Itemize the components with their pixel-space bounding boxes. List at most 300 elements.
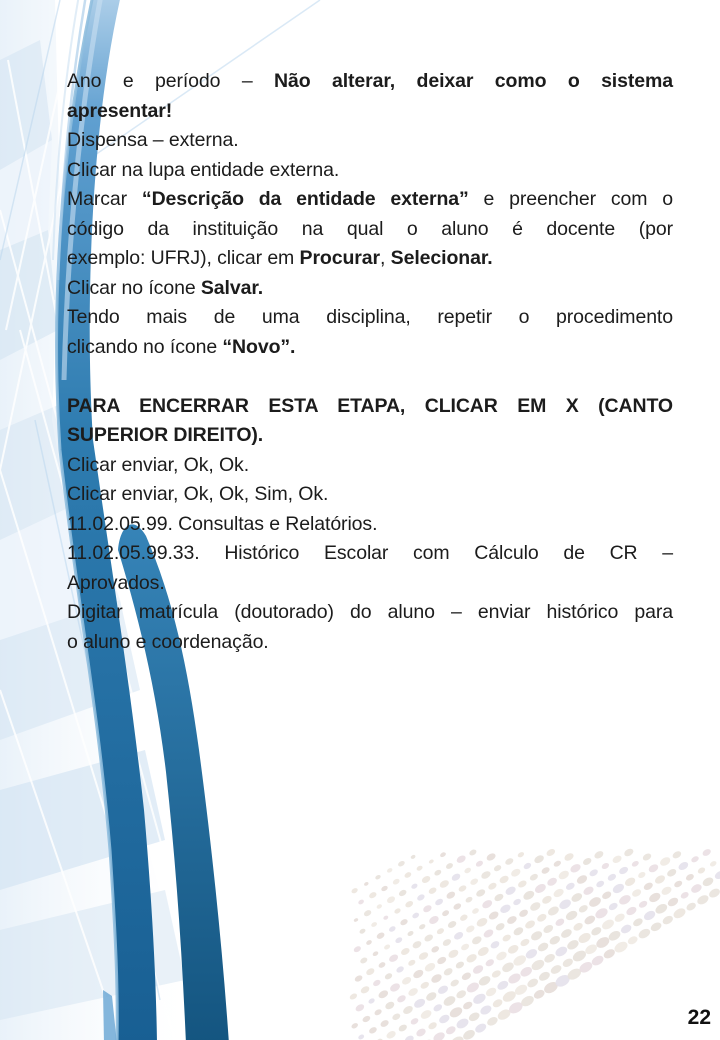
halftone-dot (690, 882, 703, 894)
halftone-dot (613, 940, 630, 955)
halftone-dot (685, 901, 697, 912)
halftone-dot (400, 947, 411, 957)
halftone-dot (465, 981, 481, 995)
halftone-dot (519, 937, 531, 947)
halftone-dot (660, 885, 673, 897)
halftone-dot (546, 876, 559, 887)
halftone-dot (649, 921, 663, 933)
halftone-dot (594, 906, 610, 920)
halftone-dot (552, 887, 565, 899)
halftone-dot (353, 917, 359, 922)
halftone-dot (419, 980, 430, 990)
halftone-dot (495, 950, 508, 962)
halftone-dot (487, 881, 498, 891)
halftone-dot (377, 989, 389, 1000)
halftone-dot (572, 921, 584, 932)
halftone-dot (404, 1034, 415, 1040)
halftone-dot (416, 893, 426, 902)
text-line: Digitar matrícula (doutorado) do aluno – enviar histórico para (67, 601, 673, 623)
text-line: SUPERIOR DIREITO). (67, 424, 264, 446)
halftone-dot (677, 860, 690, 871)
halftone-dot (476, 945, 490, 958)
halftone-dot (407, 987, 419, 998)
halftone-dot (428, 914, 440, 925)
halftone-dot (554, 917, 565, 927)
halftone-dot (523, 862, 533, 871)
halftone-dot (569, 862, 582, 874)
halftone-dot (611, 882, 625, 895)
halftone-dot (462, 1000, 474, 1011)
halftone-dot (368, 997, 376, 1004)
halftone-dot (395, 965, 405, 974)
halftone-dot (353, 945, 362, 953)
halftone-dot (370, 921, 377, 928)
halftone-dot (583, 914, 597, 926)
text-line: Dispensa – externa. (67, 129, 239, 151)
halftone-dot (632, 917, 644, 928)
text-line: o aluno e coordenação. (67, 630, 269, 653)
halftone-dot (422, 904, 433, 914)
halftone-dot (393, 907, 401, 914)
halftone-dot (461, 971, 473, 982)
halftone-dot (661, 914, 674, 926)
halftone-dot (536, 941, 549, 953)
halftone-dot (517, 851, 525, 858)
halftone-dot (484, 986, 497, 998)
halftone-dot (410, 854, 416, 860)
halftone-dot (647, 863, 659, 874)
halftone-dot (475, 916, 489, 928)
halftone-dot (522, 889, 536, 902)
halftone-dot (383, 915, 389, 921)
halftone-dot (545, 848, 556, 858)
halftone-dot (430, 945, 440, 954)
halftone-dot (495, 922, 506, 932)
halftone-dot (423, 961, 436, 973)
halftone-dot (564, 909, 579, 922)
halftone-dot (642, 909, 656, 922)
halftone-dot (372, 979, 382, 988)
halftone-dot (350, 1022, 358, 1030)
halftone-dot (701, 876, 715, 888)
halftone-dot (392, 878, 401, 886)
halftone-dot (396, 994, 407, 1004)
halftone-dot (491, 969, 503, 979)
halftone-dot (690, 855, 700, 864)
halftone-dot (713, 869, 720, 880)
halftone-dot (666, 896, 679, 908)
halftone-dot (434, 897, 444, 906)
halftone-dot (498, 874, 510, 885)
halftone-dot (549, 963, 563, 975)
halftone-dot (560, 927, 574, 939)
halftone-dot (587, 895, 602, 909)
text-line: apresentar! (67, 99, 173, 122)
halftone-dot (399, 918, 408, 927)
halftone-dot (623, 876, 636, 888)
halftone-dot (404, 871, 413, 879)
text-line: Clicar enviar, Ok, Ok. (67, 453, 250, 476)
halftone-dot (436, 927, 445, 935)
halftone-dot (455, 989, 468, 1000)
halftone-dot (357, 1034, 365, 1040)
halftone-dot (471, 935, 483, 946)
halftone-dot (442, 994, 457, 1008)
halftone-dot (391, 1012, 401, 1021)
halftone-dot (386, 895, 396, 904)
halftone-dot (428, 859, 434, 865)
halftone-dot (530, 958, 546, 973)
halftone-dot (388, 925, 396, 933)
halftone-dot (465, 924, 476, 934)
halftone-dot (447, 948, 460, 960)
halftone-dot (475, 888, 487, 898)
halftone-dot (412, 968, 425, 980)
text-line: Marcar “Descrição da entidade externa” e preencher com o (67, 188, 673, 210)
halftone-dot (506, 915, 518, 926)
halftone-dot (697, 866, 706, 875)
halftone-dot (510, 867, 522, 878)
halftone-dot (501, 961, 516, 974)
halftone-dot (519, 965, 534, 978)
halftone-dot (701, 848, 712, 858)
halftone-dot (460, 942, 470, 951)
halftone-dot (617, 893, 632, 906)
text-line: 11.02.05.99. Consultas e Relatórios. (67, 512, 378, 535)
halftone-dot (590, 925, 603, 937)
halftone-dot (553, 859, 562, 867)
halftone-dot (359, 928, 367, 935)
halftone-dot (413, 997, 427, 1010)
halftone-dot (504, 857, 514, 866)
halftone-dot (407, 930, 415, 937)
document-text (67, 67, 673, 657)
halftone-dot (512, 926, 525, 937)
halftone-dot (402, 1004, 415, 1015)
halftone-dot (582, 885, 595, 897)
halftone-dot (626, 935, 639, 946)
halftone-dot (385, 1029, 397, 1040)
halftone-dot (407, 959, 416, 967)
halftone-dot (512, 898, 522, 907)
text-line: Clicar no ícone Salvar. (67, 276, 264, 299)
halftone-dot (447, 920, 458, 930)
halftone-dot (441, 909, 450, 917)
halftone-dot (411, 912, 420, 920)
halftone-dot (450, 872, 461, 882)
halftone-dot (481, 899, 494, 910)
halftone-dot (439, 851, 446, 858)
halftone-dot (469, 877, 479, 886)
halftone-dot (671, 850, 682, 860)
halftone-dot (582, 857, 593, 867)
halftone-dot (448, 1005, 464, 1019)
halftone-dot (374, 874, 381, 880)
halftone-dot (611, 854, 623, 865)
halftone-dot (384, 1000, 396, 1011)
halftone-dot (379, 1019, 389, 1028)
halftone-dot (378, 961, 387, 969)
halftone-dot (536, 912, 548, 923)
halftone-dot (380, 885, 388, 892)
halftone-dot (349, 992, 358, 1000)
halftone-dot (365, 939, 372, 946)
halftone-dot (506, 943, 519, 955)
halftone-dot (433, 869, 442, 877)
halftone-dot (410, 1017, 420, 1026)
halftone-dots (349, 847, 720, 1040)
halftone-dot (529, 901, 542, 913)
halftone-dot (449, 1034, 465, 1040)
halftone-dot (471, 907, 480, 915)
text-line: 11.02.05.99.33. Histórico Escolar com Cálculo de CR – (67, 542, 673, 564)
halftone-dot (526, 977, 540, 989)
text-line: PARA ENCERRAR ESTA ETAPA, CLICAR EM X (CANTO (67, 394, 673, 417)
halftone-dot (565, 881, 576, 891)
halftone-dot (418, 951, 430, 962)
halftone-dot (401, 975, 413, 986)
halftone-dot (654, 902, 669, 916)
halftone-dot (398, 889, 408, 898)
halftone-dot (374, 1008, 383, 1016)
halftone-dot (537, 970, 551, 983)
halftone-dot (524, 947, 539, 960)
halftone-dot (468, 848, 477, 856)
halftone-dot (357, 899, 364, 906)
halftone-dot (376, 903, 383, 909)
halftone-dot (588, 868, 599, 878)
halftone-dot (418, 923, 426, 930)
halftone-dot (458, 884, 468, 893)
halftone-dot (496, 979, 510, 992)
halftone-dot (638, 899, 649, 909)
halftone-dot (619, 923, 632, 935)
halftone-dot (504, 885, 517, 897)
halftone-dot (455, 960, 466, 970)
halftone-dot (427, 1021, 438, 1031)
page-number: 22 (687, 1006, 711, 1029)
text-line: Ano e período – Não alterar, deixar como o sistema (67, 70, 673, 92)
halftone-dot (642, 852, 653, 862)
halftone-dot (708, 887, 720, 900)
halftone-dot (410, 883, 418, 890)
text-line: Clicar na lupa entidade externa. (67, 158, 340, 181)
halftone-dot (557, 869, 570, 881)
halftone-dot (430, 972, 443, 984)
halftone-dot (445, 890, 456, 900)
halftone-dot (452, 902, 462, 911)
halftone-dot (480, 870, 492, 881)
halftone-dot (397, 860, 406, 868)
halftone-dot (554, 945, 569, 959)
halftone-dot (453, 930, 465, 941)
halftone-dot (517, 879, 528, 889)
halftone-dot (618, 865, 630, 875)
halftone-dot (465, 952, 478, 964)
halftone-dot (685, 873, 695, 882)
halftone-dot (524, 919, 537, 930)
halftone-dot (432, 1030, 447, 1040)
halftone-dot (455, 1017, 470, 1031)
halftone-dot (465, 896, 474, 904)
halftone-dot (491, 998, 504, 1009)
halftone-dot (482, 928, 495, 939)
halftone-dot (529, 873, 539, 882)
halftone-dot (445, 862, 454, 870)
halftone-dot (512, 953, 528, 968)
halftone-dot (487, 910, 500, 921)
halftone-dot (489, 940, 500, 950)
halftone-dot (423, 933, 434, 943)
halftone-dot (637, 871, 646, 880)
halftone-dot (484, 958, 495, 968)
halftone-dot (696, 893, 710, 906)
halftone-dot (404, 900, 414, 909)
halftone-dot (363, 909, 372, 918)
text-line: exemplo: UFRJ), clicar em Procurar, Selecionar. (67, 247, 493, 269)
halftone-dot (394, 936, 403, 944)
halftone-dot (563, 852, 575, 863)
halftone-dot (363, 881, 369, 886)
halftone-dot (467, 1011, 481, 1023)
halftone-dot (475, 860, 484, 868)
halftone-dot (386, 867, 393, 873)
halftone-dot (518, 908, 529, 918)
halftone-dot (543, 952, 557, 964)
halftone-dot (359, 956, 368, 964)
halftone-dot (601, 890, 613, 901)
halftone-dot (570, 891, 584, 903)
halftone-dot (541, 894, 553, 905)
text-line: código da instituição na qual o aluno é docente (por (67, 217, 673, 240)
halftone-dot (368, 1026, 378, 1035)
halftone-dot (654, 874, 667, 886)
halftone-dot (474, 1022, 488, 1035)
halftone-dot (600, 918, 615, 932)
halftone-dot (372, 950, 379, 957)
halftone-dot (607, 873, 618, 883)
halftone-dot (548, 934, 561, 946)
text-line: Tendo mais de uma disciplina, repetir o procedimento (67, 306, 673, 328)
halftone-dot (477, 974, 492, 987)
halftone-dot (438, 1013, 451, 1025)
halftone-dot (361, 1015, 371, 1024)
halftone-dot (428, 886, 438, 895)
halftone-dot (432, 1003, 443, 1013)
halftone-dot (631, 888, 643, 899)
halftone-dot (540, 866, 550, 875)
halftone-dot (680, 891, 690, 900)
halftone-dot (643, 881, 655, 891)
halftone-dot (485, 852, 497, 862)
halftone-dot (558, 898, 573, 911)
halftone-dot (575, 874, 588, 886)
halftone-dot (471, 964, 484, 976)
halftone-dot (493, 892, 505, 902)
halftone-dot (449, 978, 460, 988)
halftone-dot (461, 1028, 476, 1040)
halftone-dot (384, 972, 393, 981)
halftone-dot (507, 971, 523, 985)
halftone-dot (479, 1004, 493, 1017)
halftone-dot (590, 954, 605, 968)
halftone-dot (486, 1015, 499, 1027)
halftone-dot (425, 991, 438, 1003)
halftone-dot (421, 875, 432, 885)
halftone-dot (360, 985, 371, 995)
halftone-dot (659, 856, 672, 868)
text-line: Aprovados. (67, 571, 165, 594)
halftone-dot (416, 865, 424, 872)
halftone-dot (595, 879, 605, 888)
halftone-dot (419, 1008, 433, 1020)
halftone-dot (493, 864, 502, 873)
halftone-dot (471, 992, 487, 1006)
halftone-dot (533, 882, 547, 895)
halftone-dot (709, 860, 717, 868)
halftone-dot (625, 905, 638, 917)
halftone-dot (577, 931, 593, 945)
halftone-dot (368, 891, 377, 900)
halftone-dot (566, 938, 581, 951)
halftone-dot (613, 912, 626, 924)
text-blank-line (67, 362, 673, 392)
halftone-dot (578, 904, 590, 914)
halftone-dot (623, 847, 635, 858)
halftone-dot (365, 967, 376, 977)
halftone-dot (376, 931, 386, 940)
halftone-dot (397, 1023, 408, 1033)
halftone-dot (436, 955, 448, 965)
halftone-dot (354, 1003, 365, 1013)
halftone-dot (389, 982, 402, 994)
halftone-dot (437, 984, 450, 996)
halftone-dot (673, 879, 683, 888)
halftone-dot (443, 967, 454, 977)
halftone-dot (546, 905, 560, 918)
halftone-dot (455, 854, 467, 864)
text-line: Clicar enviar, Ok, Ok, Sim, Ok. (67, 483, 329, 505)
halftone-dot (383, 943, 391, 950)
halftone-dot (411, 940, 422, 950)
halftone-dot (648, 891, 662, 904)
halftone-dot (445, 1025, 458, 1036)
halftone-dot (415, 1027, 427, 1038)
halftone-dot (459, 913, 469, 922)
text-line: clicando no ícone “Novo”. (67, 335, 296, 358)
halftone-dot (533, 854, 545, 865)
halftone-dot (593, 850, 605, 861)
halftone-dot (532, 988, 546, 1000)
halftone-dot (388, 953, 400, 964)
halftone-dot (637, 927, 652, 940)
halftone-dot (608, 901, 619, 911)
halftone-dot (351, 887, 359, 894)
halftone-dot (672, 906, 687, 920)
halftone-dot (438, 879, 450, 890)
halftone-dot (529, 929, 543, 942)
halftone-dot (463, 867, 471, 875)
halftone-dot (601, 862, 610, 871)
halftone-dot (666, 867, 678, 878)
halftone-dot (561, 957, 574, 969)
halftone-dot (499, 903, 512, 915)
halftone-dot (602, 947, 616, 960)
halftone-dot (542, 923, 555, 934)
halftone-dot (442, 938, 453, 948)
halftone-dot (354, 974, 364, 983)
halftone-dot (631, 860, 640, 868)
